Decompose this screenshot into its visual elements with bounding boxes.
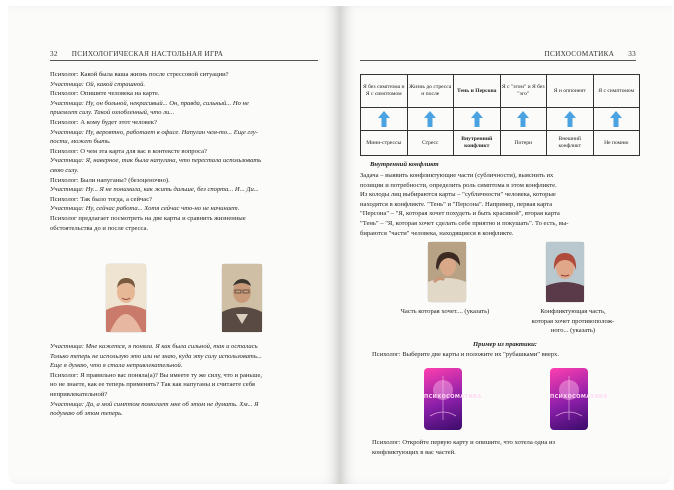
table-cell-top: Я с "эгом" и Я без "эго": [500, 75, 547, 108]
caption-left: Часть которая хочет.... (указать): [400, 308, 490, 315]
table-cell-bottom: Внешний конфликт: [547, 131, 594, 156]
paragraph-line: находятся в конфликте. "Тень" и "Персона". Например, первая карта: [360, 200, 553, 208]
portrait-card-after: [222, 264, 262, 332]
paragraph-line: Из колоды лиц выбираются карты – "субличности" человека, которые: [360, 191, 556, 199]
up-arrow-icon: [593, 108, 640, 131]
table-cell-top: Я и оппонент: [547, 75, 594, 108]
left-running-head: ПСИХОЛОГИЧЕСКАЯ НАСТОЛЬНАЯ ИГРА: [71, 50, 224, 58]
caption-right-line: Конфликтующая часть,: [540, 308, 606, 315]
tarot-card-back-left: [424, 368, 482, 430]
dialogue-line: приемлет силу. Такой озлобленный, что ли...: [50, 109, 175, 117]
tarot-label: ПСИХОСОМАТИКА: [424, 394, 482, 400]
table-cell-bottom: Стресс: [407, 131, 454, 156]
right-page: [340, 6, 672, 484]
dialogue-line: Психолог: Какой была ваша жизнь после стрессовой ситуации?: [50, 71, 229, 78]
dialogue-line: Участница: Ну, вероятно, работает в офисе. Напуган чем-то... Еще глу-: [50, 128, 258, 136]
left-dialogue-bottom: [50, 342, 320, 419]
dialogue-line: Участница: Ой, какой страшной.: [50, 80, 146, 88]
table-cell-bottom: Мини-стрессы: [361, 131, 408, 156]
right-page-header: [360, 50, 636, 61]
table-cell-top: Я без симптома и Я с симптомом: [361, 75, 408, 108]
table-cell-bottom: Потери: [500, 131, 547, 156]
paragraph-line: Задача – выявить конфликтующие части (субличности), выяснить их: [360, 172, 554, 179]
comparison-table: [360, 74, 640, 156]
up-arrow-icon: [361, 108, 408, 131]
final-paragraph: [372, 438, 662, 457]
caption-right-line: ного... (указать): [550, 327, 596, 335]
caption-right-line: которая хочет противополож-: [531, 317, 615, 325]
dialogue-line: Участница: Я, наверное, так была напугана, что перестала использовать: [50, 157, 262, 165]
dialogue-line: Еще я думаю, что я стала непривлекательной.: [50, 362, 183, 370]
left-page-number: 32: [50, 50, 58, 58]
portrait-card-before: [106, 264, 146, 332]
left-page: [8, 6, 340, 484]
dialogue-line: свою силу.: [50, 166, 79, 174]
dialogue-line: Психолог: Были напуганы? (безоценочно).: [50, 176, 170, 184]
example-line: Психолог: Выберите две карты и положите их "рубашками" вверх.: [372, 351, 560, 358]
book-spread: [8, 6, 672, 484]
face-card-left: [428, 242, 466, 302]
dialogue-line: Участница: Ну, он больной, некрасивый... Он, правда, сильный... Но не: [50, 99, 249, 107]
example-title: Пример из практики:: [473, 341, 537, 348]
paragraph-line: Психолог: Откройте первую карту и опишите, что хотела одна из: [372, 439, 556, 446]
dialogue-line: Психолог предлагает посмотреть на две карты и сравнить жизненные: [50, 214, 246, 222]
dialogue-line: но не знаете, как ее теперь применять? Так как напуганы и считаете себя: [50, 381, 255, 389]
left-page-header: [50, 50, 318, 61]
dialogue-line: Участница: Да, а мой симптом помогает мне об этом не думать. Хм... Я: [50, 400, 259, 408]
table-cell-bottom: Внутренний конфликт: [454, 131, 501, 156]
tarot-label: ПСИХОСОМАТИКА: [550, 394, 608, 400]
paragraph-line: "Персона" – "Я, которая хочет похудеть и быть красивой", вторая карта: [360, 210, 560, 218]
tarot-card-back-right: [550, 368, 608, 430]
caption-right: [508, 307, 638, 336]
left-dialogue-top: [50, 70, 320, 233]
table-cell-top: Я с симптомом: [593, 75, 640, 108]
dialogue-line: Психолог: Так было тогда, а сейчас?: [50, 195, 153, 203]
dialogue-line: Участница: Ну, сейчас работа... Хотя сейчас что-но не начинает.: [50, 205, 240, 213]
dialogue-line: пости, может быть.: [50, 138, 111, 146]
face-card-right: [546, 242, 584, 302]
paragraph-line: конфликтующих в вас частей.: [372, 448, 456, 456]
dialogue-line: Только теперь не использую это или не знаю, куда эту силу использовать...: [50, 352, 262, 360]
paragraph-line: бираются "части" человека, находящиеся в конфликте.: [360, 229, 514, 237]
dialogue-line: подумаю об этом теперь.: [50, 410, 123, 418]
up-arrow-icon: [500, 108, 547, 131]
right-running-head: ПСИХОСОМАТИКА: [544, 50, 615, 58]
section-title: Внутренний конфликт: [370, 161, 439, 168]
table-cell-bottom: Не помню: [593, 131, 640, 156]
paragraph-line: "Тень" – "Я, которая хочет сделать себе приятно и покушать". То есть, вы-: [360, 219, 569, 227]
dialogue-line: Психолог: Опишите человека на карте.: [50, 90, 160, 98]
up-arrow-icon: [407, 108, 454, 131]
dialogue-line: непривлекательной?: [50, 390, 108, 398]
section-paragraph: [360, 171, 650, 238]
up-arrow-icon: [454, 108, 501, 131]
dialogue-line: обстоятельства до и после стресса.: [50, 224, 149, 232]
table-cell-top: Тень и Персона: [454, 75, 501, 108]
dialogue-line: Психолог: Я правильно вас поняла(а)? Вы имеете ту же силу, что и раньше,: [50, 371, 263, 379]
dialogue-line: Участница: Ну... Я не понимала, как жить дальше, без спорта... И... Ди...: [50, 186, 259, 194]
paragraph-line: позиции и потребности, определить роль симптома в этом конфликте.: [360, 181, 557, 189]
up-arrow-icon: [547, 108, 594, 131]
table-cell-top: Жизнь до стресса и после: [407, 75, 454, 108]
dialogue-line: Психолог: О чем эта карта для вас в контексте вопроса?: [50, 147, 207, 155]
dialogue-line: Психолог: А кому будет этот человек?: [50, 118, 157, 126]
dialogue-line: Участница: Мне кажется, я поняла. Я как была сильной, так и осталась: [50, 343, 258, 350]
right-page-number: 33: [628, 50, 636, 58]
